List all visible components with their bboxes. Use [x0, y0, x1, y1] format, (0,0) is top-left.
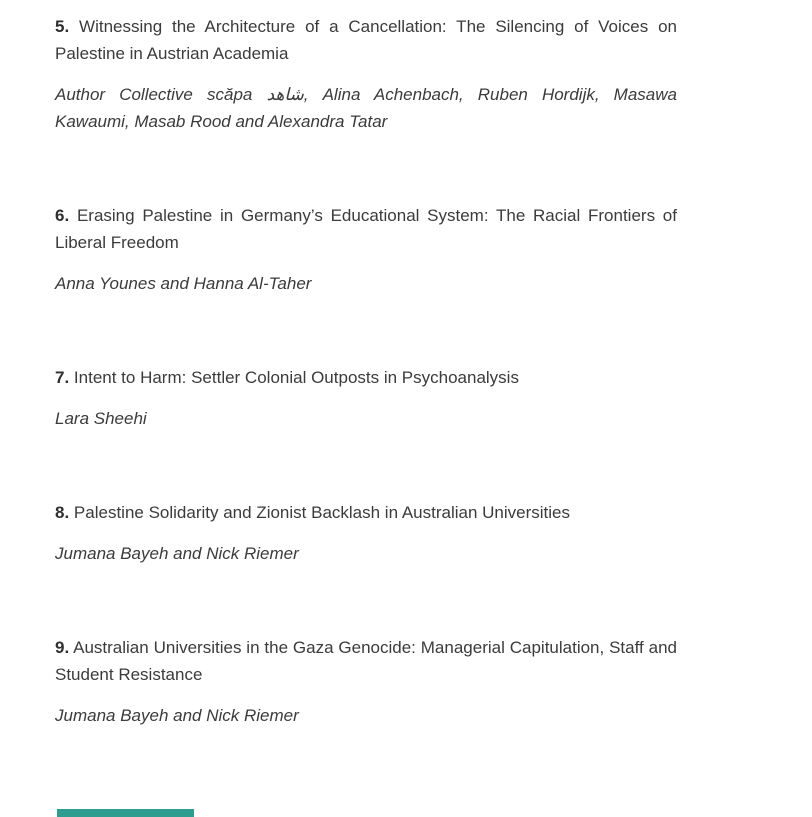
chapter-title-text: Australian Universities in the Gaza Genocide: Managerial Capitulation, Staff and Student Resistance [55, 638, 677, 684]
chapter-title-text: Palestine Solidarity and Zionist Backlash in Australian Universities [73, 503, 570, 522]
toc-entry [55, 499, 677, 567]
footer-partial-button[interactable] [57, 809, 194, 817]
chapter-title-text: Witnessing the Architecture of a Cancellation: The Silencing of Voices on Palestine in Austrian Academia [55, 17, 677, 63]
chapter-title [55, 634, 677, 688]
toc-entry [55, 634, 677, 729]
chapter-number: 5. [55, 17, 70, 36]
toc-entry [55, 364, 677, 432]
chapter-title [55, 499, 677, 526]
chapter-authors: Jumana Bayeh and Nick Riemer [55, 544, 299, 563]
chapter-title [55, 13, 677, 67]
chapter-number: 8. [55, 503, 70, 522]
chapter-authors: Jumana Bayeh and Nick Riemer [55, 706, 299, 725]
chapter-number: 9. [55, 638, 70, 657]
toc-entry [55, 13, 677, 135]
chapter-authors: Author Collective scăpa شاهد, Alina Achenbach, Ruben Hordijk, Masawa Kawaumi, Masab Rood and Alexandra Tatar [55, 85, 677, 131]
chapter-authors: Anna Younes and Hanna Al-Taher [55, 274, 312, 293]
chapter-title-text: Intent to Harm: Settler Colonial Outposts in Psychoanalysis [73, 368, 519, 387]
toc-entry [55, 202, 677, 297]
chapter-title [55, 202, 677, 256]
chapter-title [55, 364, 677, 391]
chapter-number: 7. [55, 368, 70, 387]
chapter-title-text: Erasing Palestine in Germany’s Educational System: The Racial Frontiers of Liberal Freedom [55, 206, 677, 252]
table-of-contents [55, 13, 677, 729]
chapter-number: 6. [55, 206, 70, 225]
chapter-authors: Lara Sheehi [55, 409, 147, 428]
